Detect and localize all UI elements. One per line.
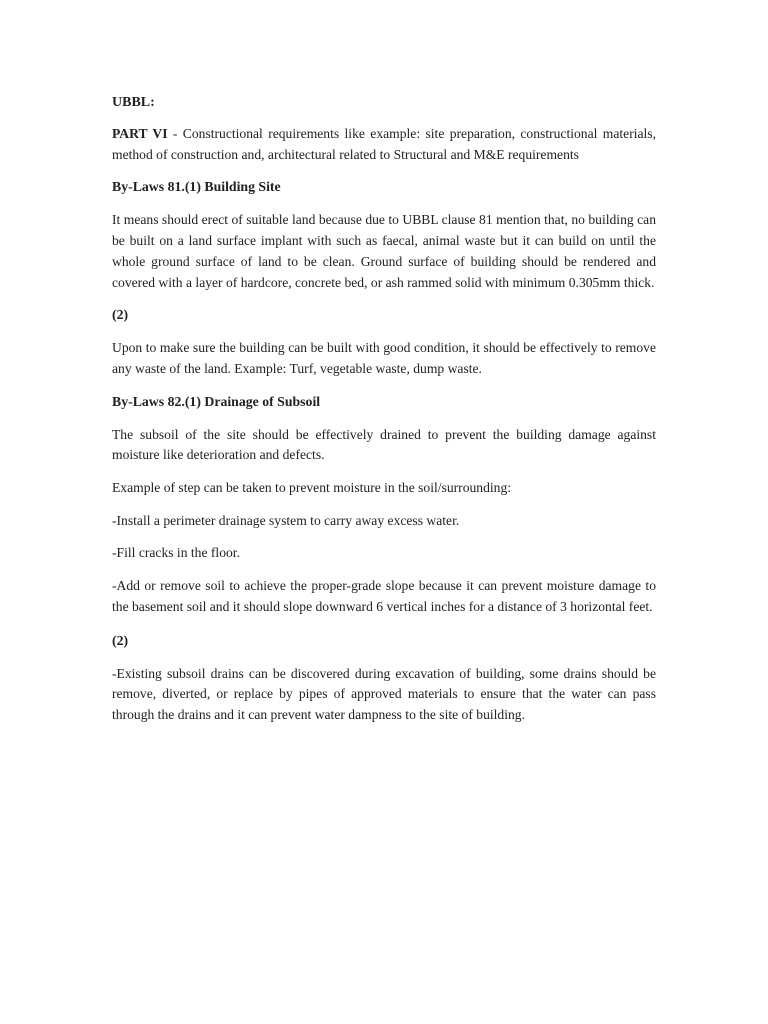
bylaw-82-subsection-label: (2) [112, 632, 129, 648]
bylaw-82-step-1: -Install a perimeter drainage system to carry away excess water. [112, 512, 460, 528]
document-title: UBBL: [112, 95, 155, 110]
bylaw-82-steps-intro: Example of step can be taken to prevent moisture in the soil/surrounding: [112, 480, 512, 496]
bylaw-81-subsection-paragraph: Upon to make sure the building can be built with good condition, it should be effectively to remove any waste of the land. Example: Turf, vegetable waste, dump waste. [112, 340, 656, 376]
bylaw-81-paragraph: It means should erect of suitable land because due to UBBL clause 81 mention that, no building can be built on a land surface implant with such as faecal, animal waste but it can build on until the whole ground surface of land to be clean. Ground surface of building should be rendered and covered with a layer of hardcore, concrete bed, or ash rammed solid with minimum 0.305mm thick. [112, 212, 656, 290]
bylaw-82-heading: By-Laws 82.(1) Drainage of Subsoil [112, 393, 321, 409]
bylaw-82-step-3: -Add or remove soil to achieve the proper-grade slope because it can prevent moisture damage to the basement soil and it should slope downward 6 vertical inches for a distance of 3 horizontal feet. [112, 578, 656, 614]
bylaw-81-subsection-label: (2) [112, 307, 129, 323]
bylaw-82-subsection-paragraph: -Existing subsoil drains can be discovered during excavation of building, some drains should be remove, diverted, or replace by pipes of approved materials to ensure that the water can pass through the drains and it can prevent water dampness to the site of building. [112, 665, 656, 722]
part-vi-label: PART VI [112, 126, 168, 141]
bylaw-82-step-2: -Fill cracks in the floor. [112, 545, 240, 561]
part-vi-paragraph [112, 124, 656, 165]
bylaw-82-paragraph: The subsoil of the site should be effectively drained to prevent the building damage against moisture like deterioration and defects. [112, 426, 656, 463]
bylaw-81-heading: By-Laws 81.(1) Building Site [112, 179, 281, 195]
part-vi-text: - Constructional requirements like example: site preparation, constructional materials, method of construction and, architectural related to Structural and M&E requirements [112, 126, 656, 162]
